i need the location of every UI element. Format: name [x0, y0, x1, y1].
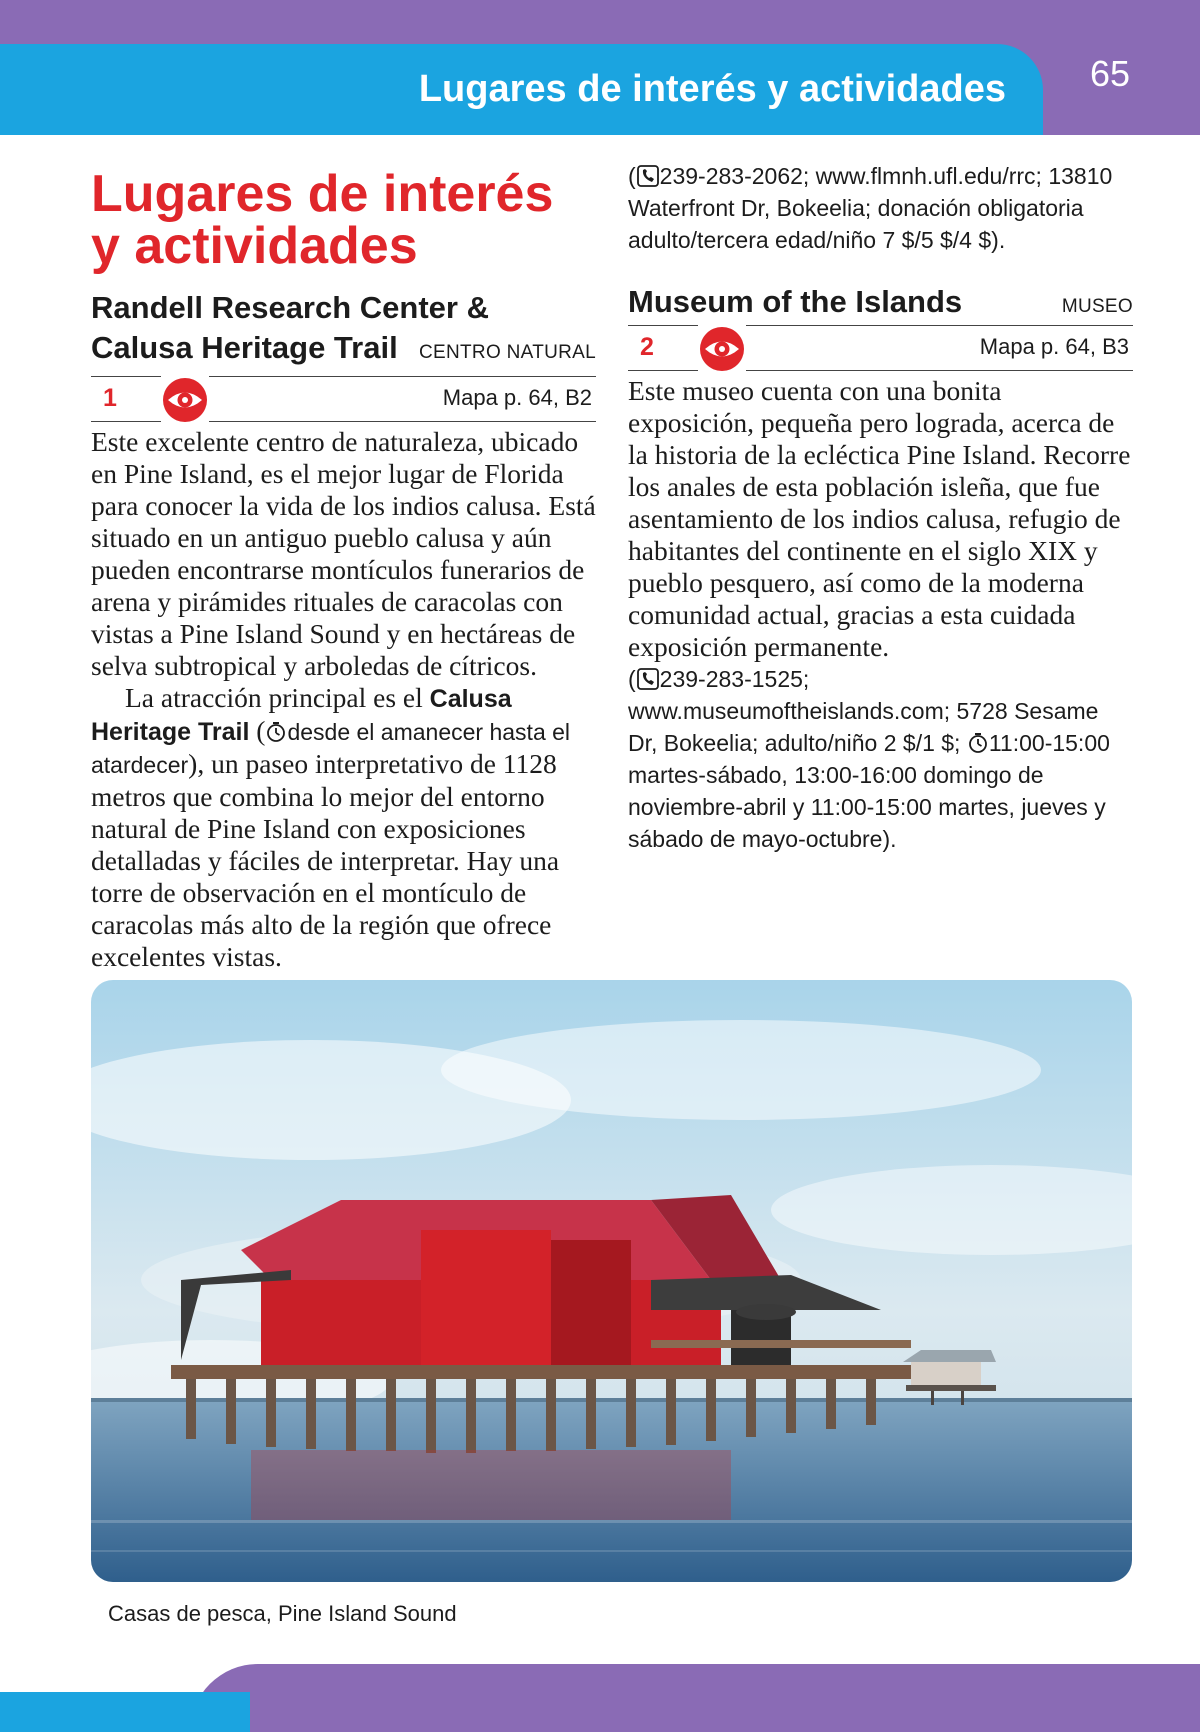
left-column	[91, 160, 596, 973]
bottom-accent	[0, 1692, 250, 1732]
eye-icon	[161, 376, 209, 424]
map-reference: Mapa p. 64, B2	[442, 385, 592, 410]
entry-title: Museum of the Islands	[628, 284, 963, 319]
map-reference: Mapa p. 64, B3	[979, 334, 1129, 359]
photo-caption: Casas de pesca, Pine Island Sound	[108, 1601, 457, 1626]
entry-body-p2: La atracción principal es el Calusa Heritage Trail ( desde el amanecer hasta el atardecer), un paseo interpretativo de 1128 metros que combina lo mejor del entorno natural de Pine Island con exposiciones detalladas y fáciles de interpretar. Hay una torre de observación en el montículo de caracolas más alto de la región que ofrece excelentes vistas.	[91, 682, 571, 972]
trail-name: Calusa Heritage Trail	[91, 685, 512, 746]
phone-icon	[637, 668, 659, 690]
page-number: 65	[1090, 53, 1131, 94]
section-title: Lugares de interés y actividades	[418, 68, 1006, 110]
trail-hours: desde el amanecer hasta el atardecer	[91, 719, 571, 778]
listing-number: 1	[103, 384, 117, 412]
entry-title	[91, 288, 596, 373]
page-heading	[91, 165, 596, 275]
listing-bar	[628, 325, 1133, 371]
right-column	[628, 160, 1133, 855]
listing-number: 2	[640, 333, 654, 361]
clock-icon	[266, 721, 286, 743]
entry-title-line2: Calusa Heritage Trail	[91, 330, 398, 365]
page-heading-line2: y actividades	[91, 217, 418, 275]
eye-icon	[698, 325, 746, 373]
entry-type: CENTRO NATURAL	[419, 342, 596, 363]
clock-icon	[968, 732, 988, 754]
entry-type: MUSEO	[1061, 296, 1133, 317]
section-banner	[0, 44, 1043, 135]
entry-info: ( 239-283-1525; www.museumoftheislands.com; 5728 Sesame Dr, Bokeelia; adulto/niño 2 $/1 $; 11:00-15:00 martes-sábado, 13:00-16:00 domingo de noviembre-abril y 11:00-15:00 martes, jueves y sábado de mayo-octubre).	[628, 666, 1110, 852]
phone-icon	[637, 165, 659, 187]
entry-title-line1: Randell Research Center &	[91, 290, 489, 325]
page-heading-line1: Lugares de interés	[91, 165, 554, 223]
entry-info: ( 239-283-2062; www.flmnh.ufl.edu/rrc; 13810 Waterfront Dr, Bokeelia; donación obligatoria adulto/tercera edad/niño 7 $/5 $/4 $).	[628, 163, 1113, 253]
fishing-houses-photo	[91, 980, 1132, 1582]
entry-body-p1: Este excelente centro de naturaleza, ubicado en Pine Island, es el mejor lugar de Florida para conocer la vida de los indios calusa. Está situado en un antiguo pueblo calusa y aún pueden encontrarse montículos funerarios de arena y pirámides rituales de caracolas con vistas a Pine Island Sound y en hectáreas de selva subtropical y arboledas de cítricos.	[91, 426, 596, 681]
entry-body: Este museo cuenta con una bonita exposición, pequeña pero lograda, acerca de la historia de la ecléctica Pine Island. Recorre los anales de esta población isleña, que fue asentamiento de los indios calusa, refugio de habitantes del continente en el siglo XIX y pueblo pesquero, así como de la moderna comunidad actual, gracias a esta cuidada exposición permanente.	[628, 375, 1131, 662]
bottom-band	[190, 1664, 1200, 1732]
listing-bar	[91, 376, 596, 422]
